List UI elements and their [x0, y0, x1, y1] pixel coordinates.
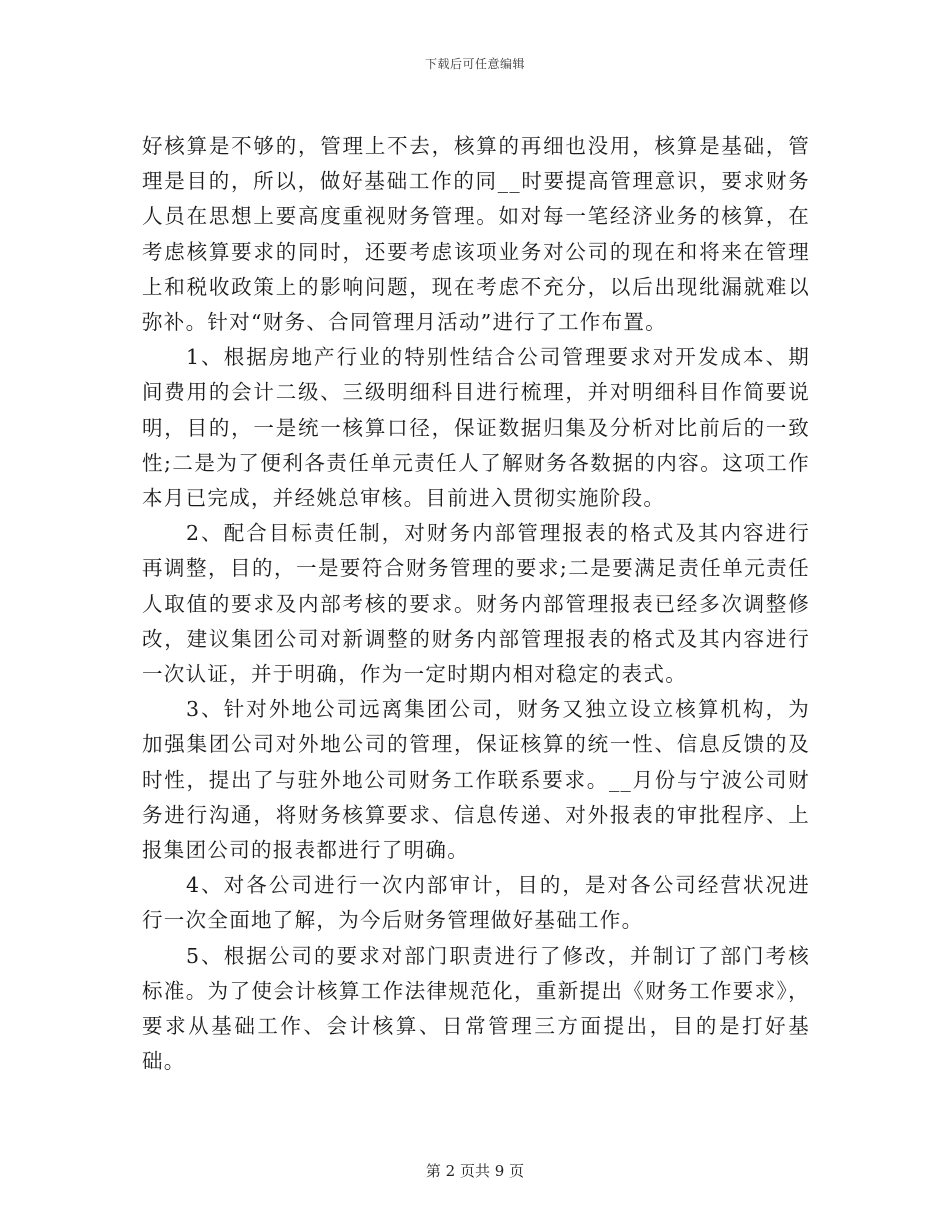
paragraph-item-1: 1、根据房地产行业的特别性结合公司管理要求对开发成本、期间费用的会计二级、三级明细科目进行梳理，并对明细科目作简要说明，目的，一是统一核算口径，保证数据归集及分析对比前后的一致性;二是为了便利各责任单元责任人了解财务各数据的内容。这项工作本月已完成，并经姚总审核。目前进入贯彻实施阶段。: [142, 345, 810, 511]
paragraph-item-3: 3、针对外地公司远离集团公司，财务又独立设立核算机构，为加强集团公司对外地公司的管理，保证核算的统一性、信息反馈的及时性，提出了与驻外地公司财务工作联系要求。__月份与宁波公司财务进行沟通，将财务核算要求、信息传递、对外报表的审批程序、上报集团公司的报表都进行了明确。: [142, 697, 810, 863]
paragraph-continuation: 好核算是不够的，管理上不去，核算的再细也没用，核算是基础，管理是目的，所以，做好基础工作的同__时要提高管理意识，要求财务人员在思想上要高度重视财务管理。如对每一笔经济业务的核算，在考虑核算要求的同时，还要考虑该项业务对公司的现在和将来在管理上和税收政策上的影响问题，现在考虑不充分，以后出现纰漏就难以弥补。针对“财务、合同管理月活动”进行了工作布置。: [142, 134, 810, 335]
paragraph-item-4: 4、对各公司进行一次内部审计，目的，是对各公司经营状况进行一次全面地了解，为今后财务管理做好基础工作。: [142, 873, 810, 933]
document-body: [142, 129, 810, 1079]
paragraph-item-5: 5、根据公司的要求对部门职责进行了修改，并制订了部门考核标准。为了使会计核算工作法律规范化，重新提出《财务工作要求》，要求从基础工作、会计核算、日常管理三方面提出，目的是打好基础。: [142, 943, 810, 1074]
page-number-footer: 第 2 页共 9 页: [425, 1162, 525, 1180]
page-header: 下载后可任意编辑: [424, 57, 525, 71]
paragraph-item-2: 2、配合目标责任制，对财务内部管理报表的格式及其内容进行再调整，目的，一是要符合财务管理的要求;二是要满足责任单元责任人取值的要求及内部考核的要求。财务内部管理报表已经多次调整修改，建议集团公司对新调整的财务内部管理报表的格式及其内容进行一次认证，并于明确，作为一定时期内相对稳定的表式。: [142, 521, 810, 687]
